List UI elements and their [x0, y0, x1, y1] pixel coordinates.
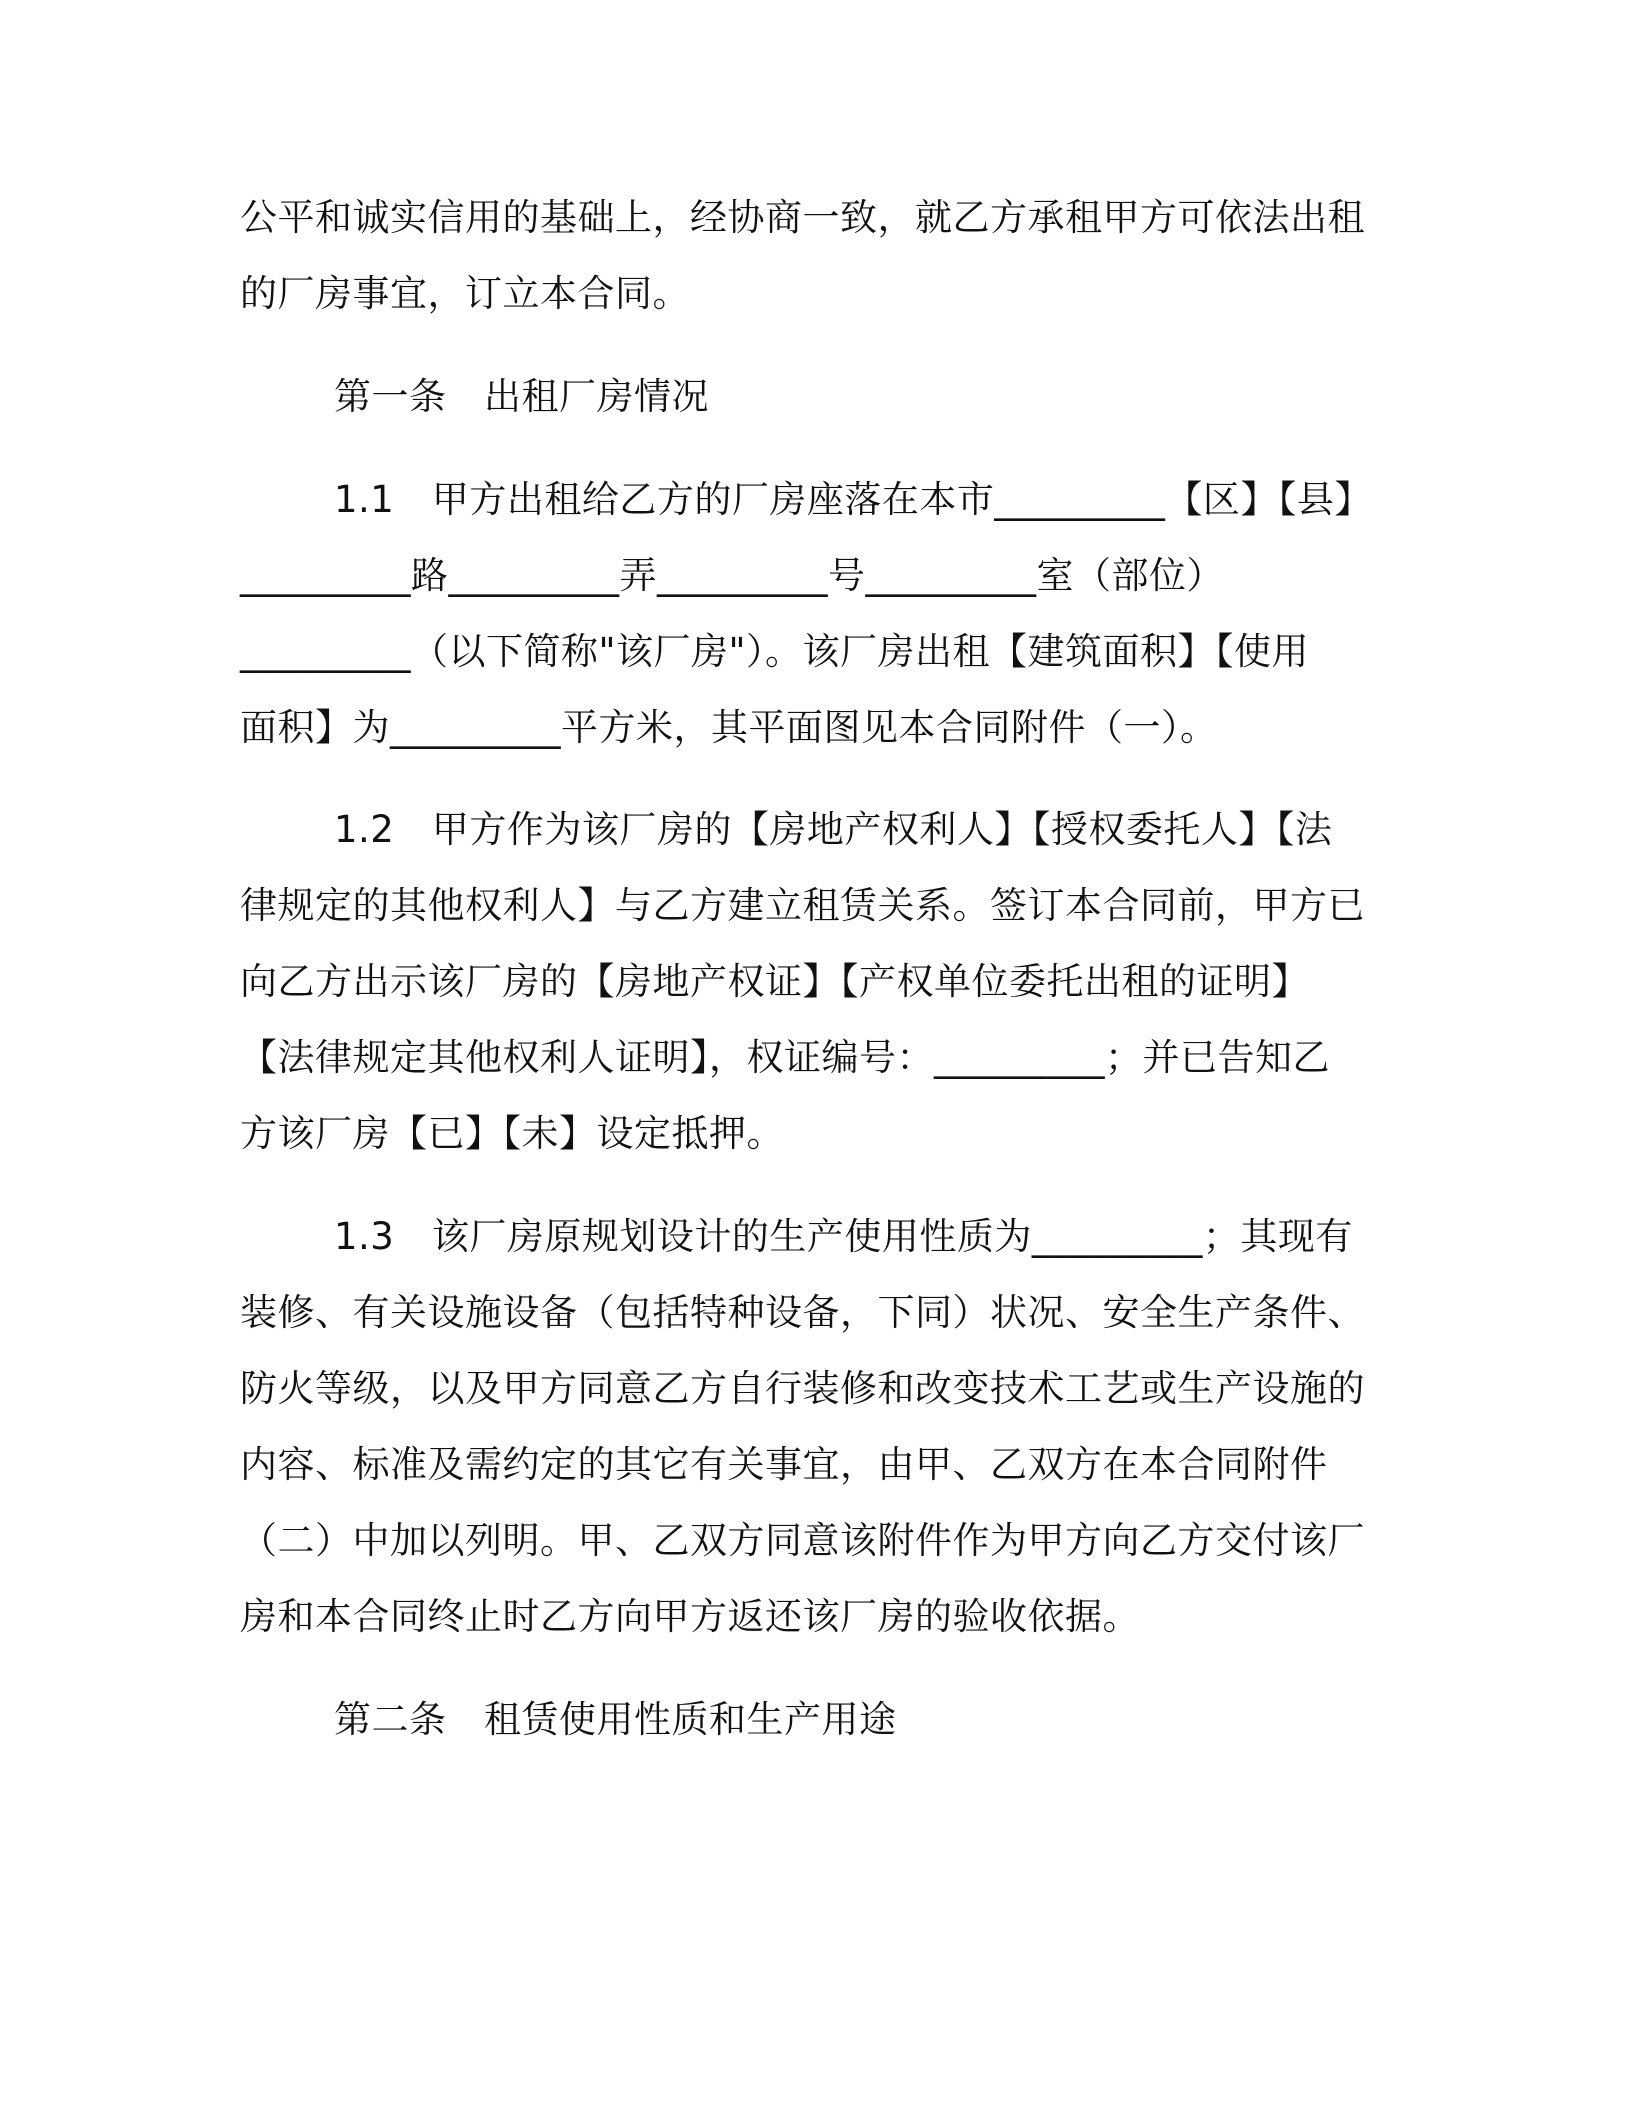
clause-line: 1.1 甲方出租给乙方的厂房座落在本市_________【区】【县】	[334, 478, 1372, 521]
clause-line: _________（以下简称"该厂房"）。该厂房出租【建筑面积】【使用	[240, 630, 1310, 673]
clause-line: _________路_________弄_________号_________室（部位）	[240, 554, 1224, 597]
clause-line: 房和本合同终止时乙方向甲方返还该厂房的验收依据。	[240, 1595, 1140, 1638]
clause-line: 内容、标准及需约定的其它有关事宜，由甲、乙双方在本合同附件	[240, 1443, 1328, 1486]
clause-line: 律规定的其他权利人】与乙方建立租赁关系。签订本合同前，甲方已	[240, 884, 1365, 927]
clause-line: 防火等级，以及甲方同意乙方自行装修和改变技术工艺或生产设施的	[240, 1367, 1365, 1410]
clause-line: 装修、有关设施设备（包括特种设备，下同）状况、安全生产条件、	[240, 1291, 1365, 1334]
clause-line: 1.2 甲方作为该厂房的【房地产权利人】【授权委托人】【法	[334, 808, 1333, 851]
clause-line: 面积】为_________平方米，其平面图见本合同附件（一）。	[240, 706, 1218, 749]
paragraph-line: 公平和诚实信用的基础上，经协商一致，就乙方承租甲方可依法出租	[240, 196, 1365, 239]
paragraph-line: 的厂房事宜，订立本合同。	[240, 272, 690, 315]
clause-line: （二）中加以列明。甲、乙双方同意该附件作为甲方向乙方交付该厂	[240, 1519, 1365, 1562]
clause-line: 方该厂房【已】【未】设定抵押。	[240, 1112, 784, 1155]
article-heading: 第二条 租赁使用性质和生产用途	[334, 1698, 897, 1741]
clause-line: 1.3 该厂房原规划设计的生产使用性质为_________；其现有	[334, 1215, 1353, 1258]
clause-line: 【法律规定其他权利人证明】，权证编号：_________；并已告知乙	[240, 1036, 1330, 1079]
article-heading: 第一条 出租厂房情况	[334, 375, 709, 418]
clause-line: 向乙方出示该厂房的【房地产权证】【产权单位委托出租的证明】	[240, 960, 1309, 1003]
